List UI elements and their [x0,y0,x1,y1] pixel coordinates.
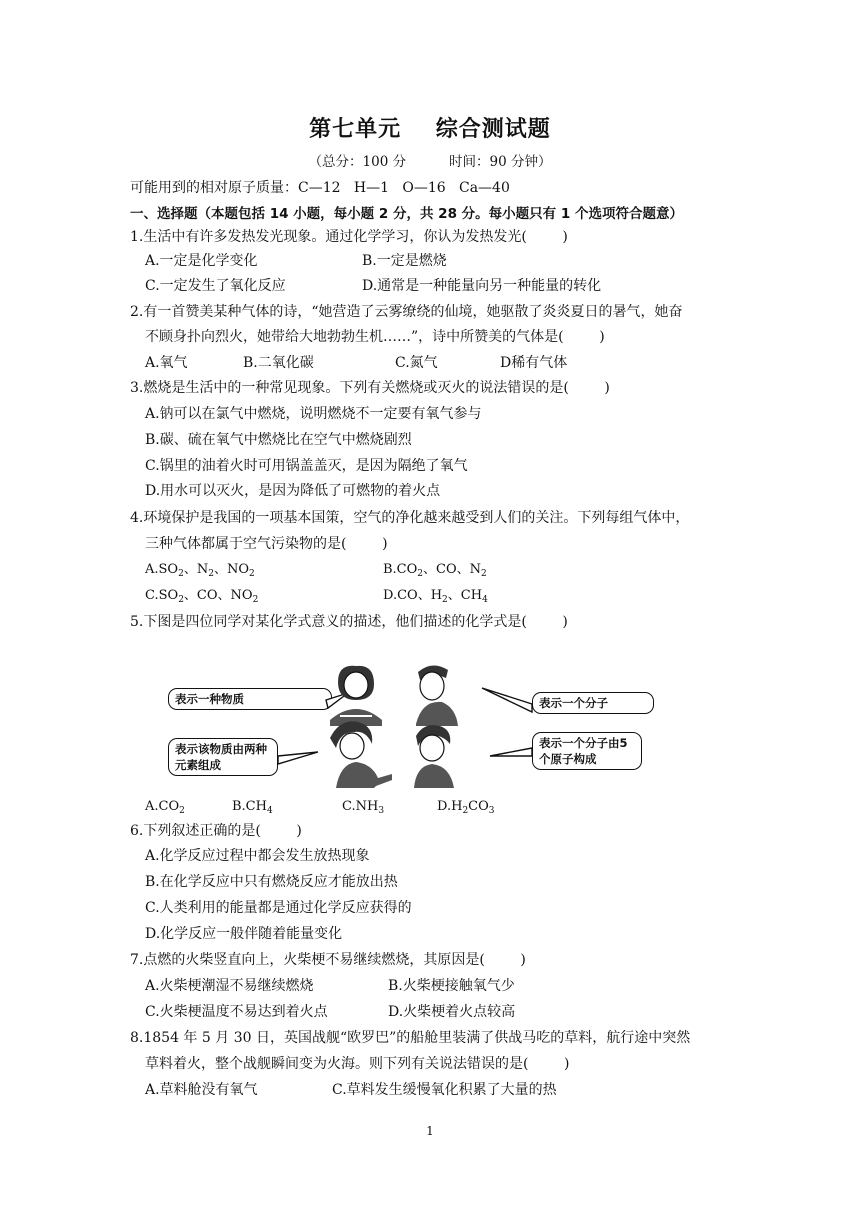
student-boy-icon [414,725,454,788]
q6-option-d: D.化学反应一般伴随着能量变化 [145,926,343,942]
q6-option-c: C.人类利用的能量都是通过化学反应获得的 [145,900,412,916]
atomic-mass-line: 可能用到的相对原子质量：C—12 H—1 O—16 Ca—40 [130,180,510,196]
question-2-stem-line1: 2.有一首赞美某种气体的诗，“她营造了云雾缭绕的仙境，她驱散了炎炎夏日的暑气，她奋 [130,304,683,320]
question-8-stem-line2: 草料着火，整个战舰瞬间变为火海。则下列有关说法错误的是( ) [145,1056,570,1072]
question-3-stem: 3.燃烧是生活中的一种常见现象。下列有关燃烧或灭火的说法错误的是( ) [130,380,610,396]
question-1-stem: 1.生活中有许多发热发光现象。通过化学学习，你认为发热发光( ) [130,229,568,245]
q4-option-a: $A.SO_2$、$N_2$、$NO_2$ [145,562,255,579]
q6-option-b: B.在化学反应中只有燃烧反应才能放出热 [145,874,398,890]
q1-option-a: A.一定是化学变化 [145,253,258,269]
q2-option-a: A.氧气 [145,355,188,371]
q5-option-b: $B.CH_4$ [232,799,273,816]
q7-option-c: C.火柴梗温度不易达到着火点 [145,1004,328,1020]
q5-option-c: $C.NH_3$ [342,799,385,816]
question-7-stem: 7.点燃的火柴竖直向上，火柴梗不易继续燃烧，其原因是( ) [130,952,526,968]
q8-option-a: A.草料舱没有氧气 [145,1082,258,1098]
question-8-stem-line1: 8.1854 年 5 月 30 日，英国战舰“欧罗巴”的船舱里装满了供战马吃的草料，航行途中突然 [130,1030,691,1046]
q5-option-d: $D.H_2CO_3$ [437,799,495,816]
page-title: 第七单元 综合测试题 [309,117,551,142]
q8-option-c: C.草料发生缓慢氧化积累了大量的热 [332,1082,557,1098]
q7-option-a: A.火柴梗潮湿不易继续燃烧 [145,978,314,994]
question-2-stem-line2: 不顾身扑向烈火，她带给大地勃勃生机……”，诗中所赞美的气体是( ) [145,329,605,345]
q2-option-c: C.氮气 [395,355,438,371]
q4-option-b: $B.CO_2$、CO、$N_2$ [383,562,487,579]
q1-option-b: B.一定是燃烧 [362,253,447,269]
q2-option-b: B.二氧化碳 [243,355,314,371]
speech-bubble-substance: 表示一种物质 [168,688,332,710]
q5-option-a: $A.CO_2$ [145,799,185,816]
q7-option-b: B.火柴梗接触氧气少 [388,978,515,994]
question-5-stem: 5.下图是四位同学对某化学式意义的描述，他们描述的化学式是( ) [130,614,568,630]
q3-option-b: B.碳、硫在氧气中燃烧比在空气中燃烧剧烈 [145,432,412,448]
student-girl-icon [330,721,392,788]
q2-option-d: D稀有气体 [500,355,568,371]
speech-bubble-five-atoms: 表示一个分子由5 个原子构成 [532,732,642,770]
q3-option-a: A.钠可以在氯气中燃烧，说明燃烧不一定要有氧气参与 [145,406,482,422]
q6-option-a: A.化学反应过程中都会发生放热现象 [145,848,370,864]
speech-bubble-molecule: 表示一个分子 [532,692,654,714]
speech-bubble-two-elements: 表示该物质由两种元素组成 [168,738,278,776]
section-heading: 一、选择题（本题包括 14 小题，每小题 2 分，共 28 分。每小题只有 1 个选项符合题意） [130,206,683,222]
q3-option-c: C.锅里的油着火时可用锅盖盖灭，是因为隔绝了氧气 [145,458,468,474]
question-4-stem-line2: 三种气体都属于空气污染物的是( ) [145,536,388,552]
q7-option-d: D.火柴梗着火点较高 [388,1004,516,1020]
question-4-stem-line1: 4.环境保护是我国的一项基本国策，空气的净化越来越受到人们的关注。下列每组气体中， [130,510,690,526]
q1-option-c: C.一定发生了氧化反应 [145,278,286,294]
question-6-stem: 6.下列叙述正确的是( ) [130,823,302,839]
q4-option-c: $C.SO_2$、CO、$NO_2$ [145,588,259,605]
page-number: 1 [426,1124,434,1138]
q1-option-d: D.通常是一种能量向另一种能量的转化 [362,278,602,294]
score-time-info: （总分：100 分 时间：90 分钟） [308,154,552,170]
q3-option-d: D.用水可以灭火，是因为降低了可燃物的着火点 [145,483,441,499]
students-illustration [160,660,680,790]
q4-option-d: D.CO、$H_2$、$CH_4$ [383,588,488,605]
four-students-figure [160,660,680,790]
student-boy-icon [416,665,458,726]
